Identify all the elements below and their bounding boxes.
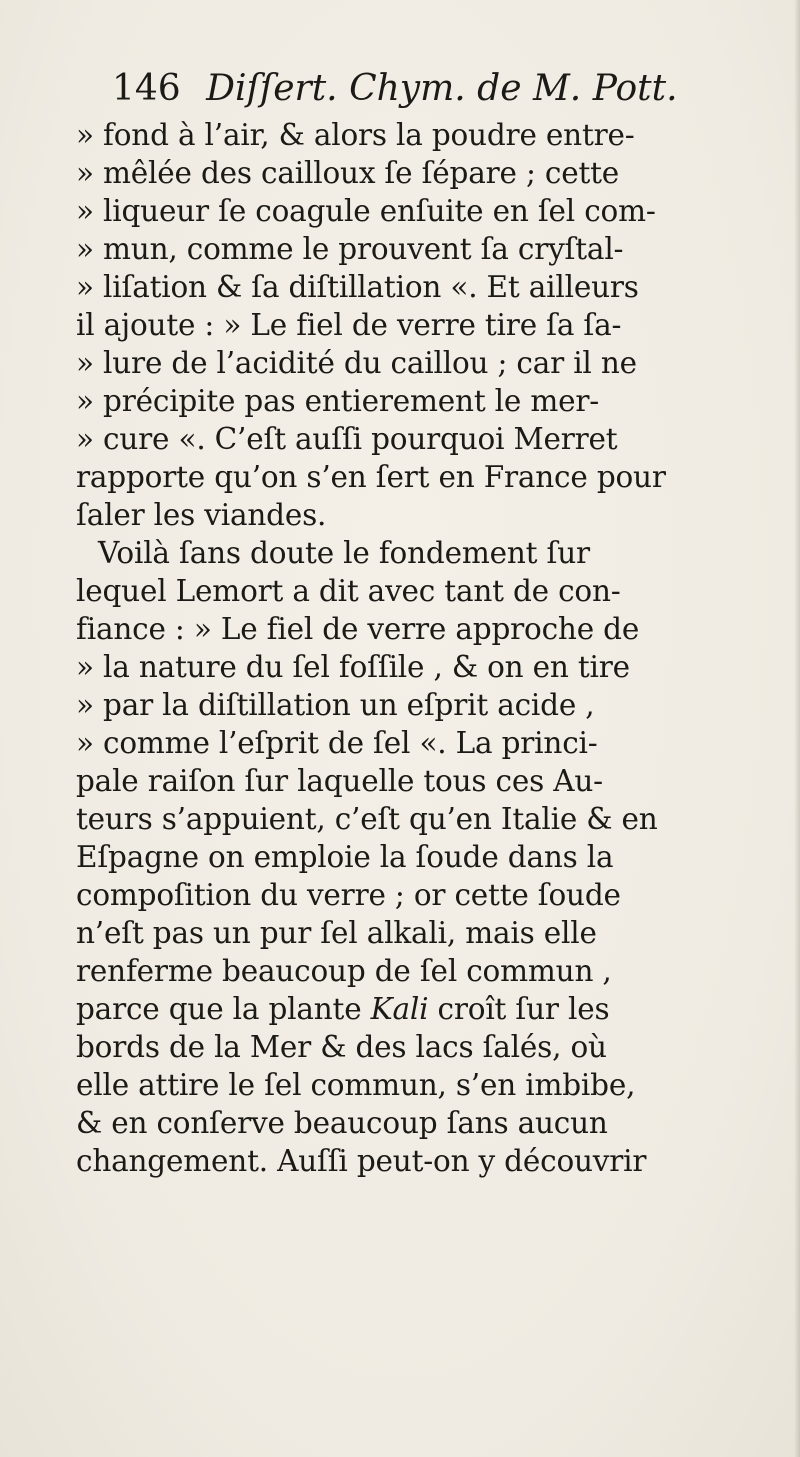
page-number: 146 xyxy=(112,68,181,109)
running-title: Diſſert. Chym. de M. Pott. xyxy=(206,68,678,109)
text-line: » précipite pas entierement le mer- xyxy=(76,384,600,418)
text-line: » liſation & ſa diſtillation «. Et ailleurs xyxy=(76,270,639,304)
text-line: ſaler les viandes. xyxy=(76,498,327,532)
paragraph-start-line: Voilà ſans doute le fondement ſur xyxy=(98,536,590,570)
text-line: il ajoute : » Le fiel de verre tire ſa ſa- xyxy=(76,308,622,342)
text-line: » comme l’eſprit de ſel «. La princi- xyxy=(76,726,598,760)
text-line: changement. Auſſi peut-on y découvrir xyxy=(76,1144,647,1178)
text-line: fiance : » Le fiel de verre approche de xyxy=(76,612,640,646)
text-line: elle attire le ſel commun, s’en imbibe, xyxy=(76,1068,636,1102)
page-edge-shadow xyxy=(794,0,800,1457)
body-text xyxy=(76,116,784,1180)
text-line: n’eſt pas un pur ſel alkali, mais elle xyxy=(76,916,597,950)
text-line: rapporte qu’on s’en ſert en France pour xyxy=(76,460,666,494)
text-line: » liqueur ſe coagule enſuite en ſel com- xyxy=(76,194,656,228)
text-line: Eſpagne on emploie la ſoude dans la xyxy=(76,840,614,874)
page-header xyxy=(112,68,712,116)
text-line: bords de la Mer & des lacs ſalés, où xyxy=(76,1030,607,1064)
text-line: » fond à l’air, & alors la poudre entre- xyxy=(76,118,635,152)
italic-term: Kali xyxy=(370,992,429,1026)
text-segment: parce que la plante xyxy=(76,992,371,1026)
text-line: lequel Lemort a dit avec tant de con- xyxy=(76,574,621,608)
text-line: » cure «. C’eſt auſſi pourquoi Merret xyxy=(76,422,618,456)
text-line: & en conſerve beaucoup ſans aucun xyxy=(76,1106,608,1140)
text-line: renferme beaucoup de ſel commun , xyxy=(76,954,612,988)
text-line: » lure de l’acidité du caillou ; car il ne xyxy=(76,346,637,380)
text-segment: croît ſur les xyxy=(428,992,610,1026)
text-line: » mêlée des cailloux ſe ſépare ; cette xyxy=(76,156,620,190)
text-line: » la nature du ſel foſſile , & on en tire xyxy=(76,650,630,684)
text-line: » mun, comme le prouvent ſa cryſtal- xyxy=(76,232,624,266)
text-line xyxy=(76,990,784,1028)
text-line: pale raiſon ſur laquelle tous ces Au- xyxy=(76,764,603,798)
text-line: compoſition du verre ; or cette ſoude xyxy=(76,878,621,912)
text-line: teurs s’appuient, c’eſt qu’en Italie & en xyxy=(76,802,658,836)
text-line: » par la diſtillation un eſprit acide , xyxy=(76,688,595,722)
